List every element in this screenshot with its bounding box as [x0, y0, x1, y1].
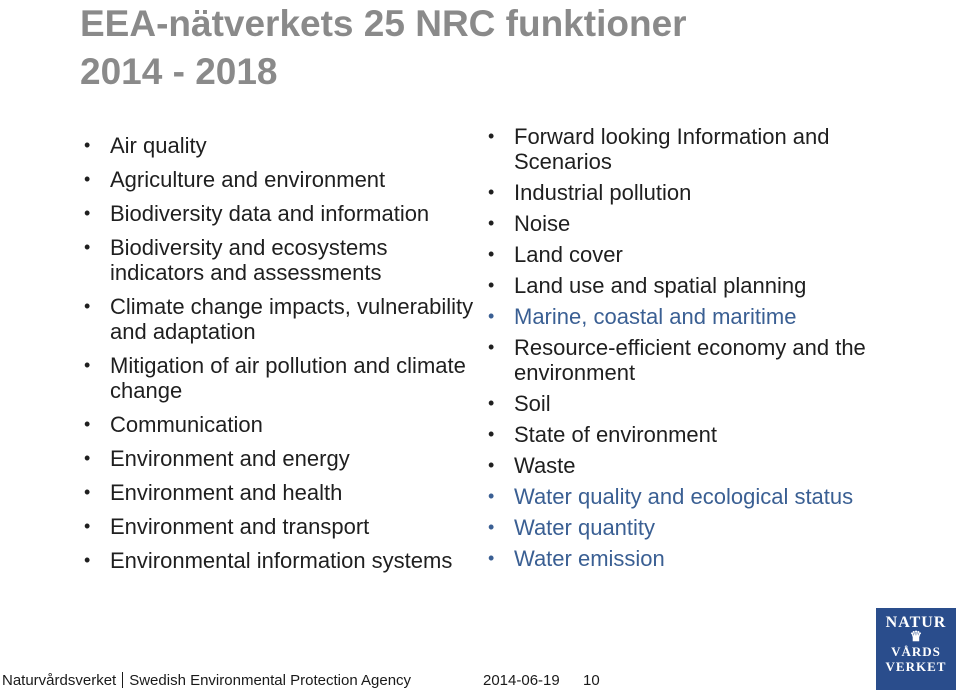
list-item: • Biodiversity data and information: [82, 201, 482, 226]
list-item-highlighted: • Water emission: [486, 546, 906, 571]
slide-title: [80, 0, 940, 96]
list-item: • Climate change impacts, vulnerability and adaptation: [82, 294, 482, 344]
list-item: • Waste: [486, 453, 906, 478]
list-item: • Forward looking Information and Scenarios: [486, 124, 906, 174]
slide-title-line2: 2014 - 2018: [80, 51, 278, 92]
footer-org-name: Naturvårdsverket: [2, 672, 117, 689]
list-item-highlighted: • Water quantity: [486, 515, 906, 540]
crown-icon: ♛: [909, 630, 923, 645]
logo-line1: NATUR: [885, 614, 947, 631]
list-item-highlighted: • Marine, coastal and maritime: [486, 304, 906, 329]
right-bullet-list: [486, 124, 906, 577]
slide-footer: [0, 670, 960, 692]
list-item: • Environmental information systems: [82, 548, 482, 573]
naturvardsverket-logo: [876, 608, 956, 690]
page-number: 10: [583, 672, 600, 689]
list-item: • Land cover: [486, 242, 906, 267]
footer-organization: [2, 670, 411, 692]
list-item: • Communication: [82, 412, 482, 437]
list-item: • Industrial pollution: [486, 180, 906, 205]
list-item: • Agriculture and environment: [82, 167, 482, 192]
list-item: • Environment and energy: [82, 446, 482, 471]
left-bullet-list: [82, 133, 482, 582]
list-item: • Noise: [486, 211, 906, 236]
list-item: • Soil: [486, 391, 906, 416]
footer-divider: [122, 672, 123, 688]
list-item: • State of environment: [486, 422, 906, 447]
footer-agency-name: Swedish Environmental Protection Agency: [129, 672, 412, 689]
logo-line3: VERKET: [885, 659, 947, 674]
list-item: • Mitigation of air pollution and climate change: [82, 353, 482, 403]
footer-date: 2014-06-19: [483, 672, 560, 689]
list-item: • Air quality: [82, 133, 482, 158]
logo-line2: VÅRDS: [891, 644, 941, 659]
slide-title-line1: EEA-nätverkets 25 NRC funktioner: [80, 3, 687, 44]
list-item: • Resource-efficient economy and the environment: [486, 335, 906, 385]
list-item: • Biodiversity and ecosystems indicators and assessments: [82, 235, 482, 285]
list-item: • Environment and transport: [82, 514, 482, 539]
list-item-highlighted: • Water quality and ecological status: [486, 484, 906, 509]
list-item: • Land use and spatial planning: [486, 273, 906, 298]
list-item: • Environment and health: [82, 480, 482, 505]
